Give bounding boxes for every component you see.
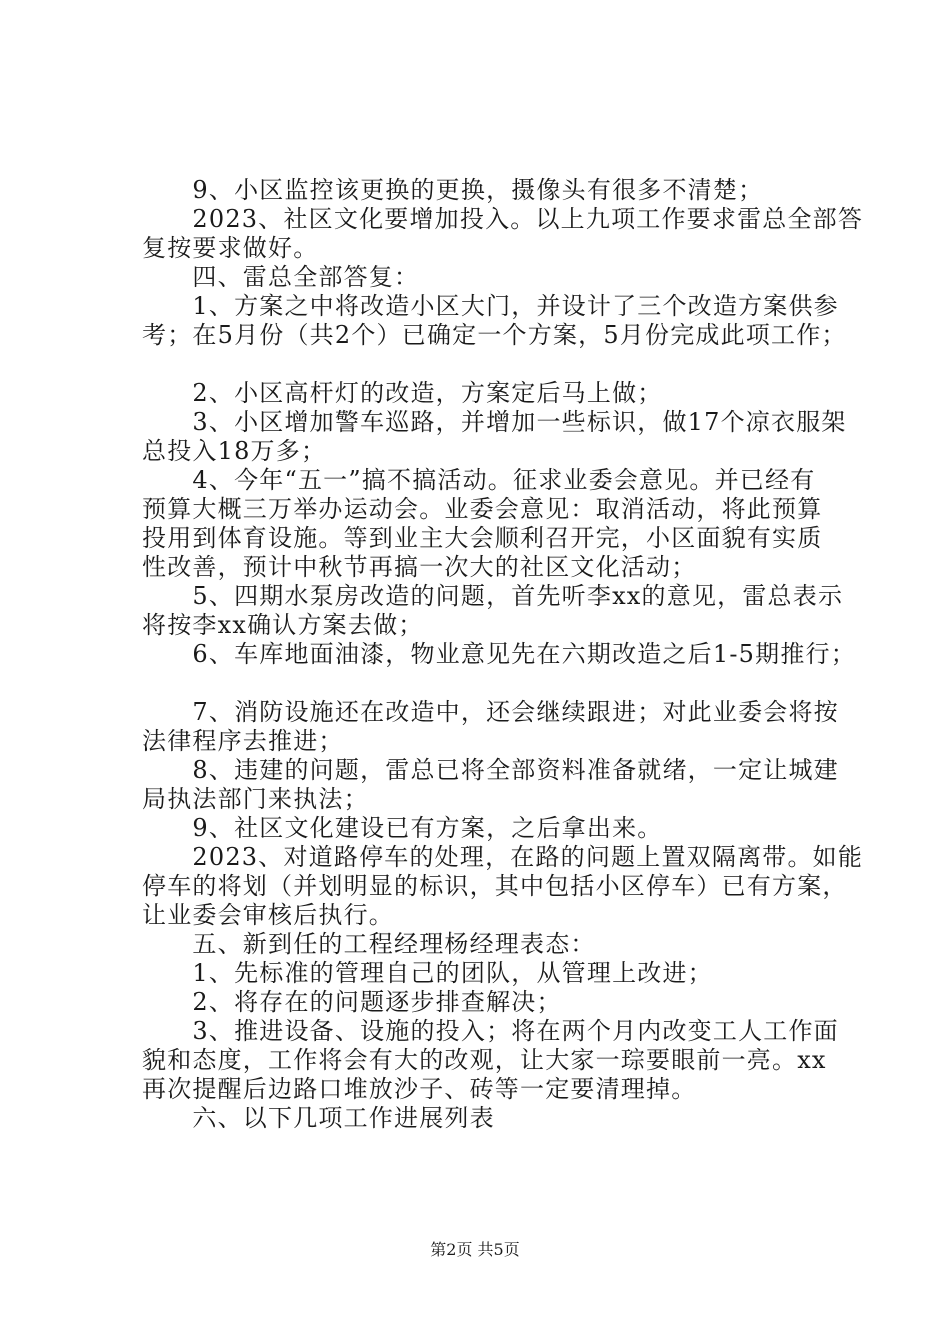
text-line: 8、违建的问题，雷总已将全部资料准备就绪，一定让城建 (142, 756, 839, 784)
text-line: 9、社区文化建设已有方案，之后拿出来。 (142, 814, 663, 842)
text-line: 1、先标准的管理自己的团队，从管理上改进； (142, 959, 713, 987)
text-line: 局执法部门来执法； (142, 785, 369, 813)
text-line: 预算大概三万举办运动会。业委会意见：取消活动，将此预算 (142, 495, 823, 523)
text-line: 5、四期水泵房改造的问题，首先听李xx的意见，雷总表示 (142, 582, 844, 610)
text-line: 6、车库地面油漆，物业意见先在六期改造之后1-5期推行； (142, 640, 856, 668)
text-line: 投用到体育设施。等到业主大会顺利召开完，小区面貌有实质 (142, 524, 823, 552)
text-line: 2、小区高杆灯的改造，方案定后马上做； (142, 379, 663, 407)
text-line: 3、小区增加警车巡路，并增加一些标识，做17个凉衣服架 (142, 408, 847, 436)
text-line: 9、小区监控该更换的更换，摄像头有很多不清楚； (142, 176, 764, 204)
text-line: 总投入18万多； (142, 437, 327, 465)
text-line: 再次提醒后边路口堆放沙子、砖等一定要清理掉。 (142, 1075, 697, 1103)
document-body (142, 176, 864, 1133)
text-line: 四、雷总全部答复： (142, 263, 420, 291)
text-line: 2、将存在的问题逐步排查解决； (142, 988, 562, 1016)
text-line: 停车的将划（并划明显的标识，其中包括小区停车）已有方案， (142, 872, 848, 900)
blank-line (142, 669, 842, 698)
text-line: 法律程序去推进； (142, 727, 344, 755)
blank-line (142, 350, 842, 379)
text-line: 2023、对道路停车的处理，在路的问题上置双隔离带。如能 (142, 843, 864, 871)
page-footer (0, 1240, 950, 1260)
text-line: 将按李xx确认方案去做； (142, 611, 424, 639)
text-line: 复按要求做好。 (142, 234, 319, 262)
text-line: 7、消防设施还在改造中，还会继续跟进；对此业委会将按 (142, 698, 839, 726)
text-line: 让业委会审核后执行。 (142, 901, 394, 929)
text-line: 2023、社区文化要增加投入。以上九项工作要求雷总全部答 (142, 205, 864, 233)
text-line: 考；在5月份（共2个）已确定一个方案，5月份完成此项工作； (142, 321, 847, 349)
text-line: 五、新到任的工程经理杨经理表态： (142, 930, 596, 958)
page-number-label: 第2页 共5页 (430, 1240, 520, 1259)
text-line: 1、方案之中将改造小区大门，并设计了三个改造方案供参 (142, 292, 839, 320)
text-line: 貌和态度，工作将会有大的改观，让大家一琮要眼前一亮。xx (142, 1046, 827, 1074)
text-line: 4、今年“五一”搞不搞活动。征求业委会意见。并已经有 (142, 466, 816, 494)
text-line: 六、以下几项工作进展列表 (142, 1104, 495, 1132)
text-line: 性改善，预计中秋节再搞一次大的社区文化活动； (142, 553, 697, 581)
text-line: 3、推进设备、设施的投入；将在两个月内改变工人工作面 (142, 1017, 839, 1045)
